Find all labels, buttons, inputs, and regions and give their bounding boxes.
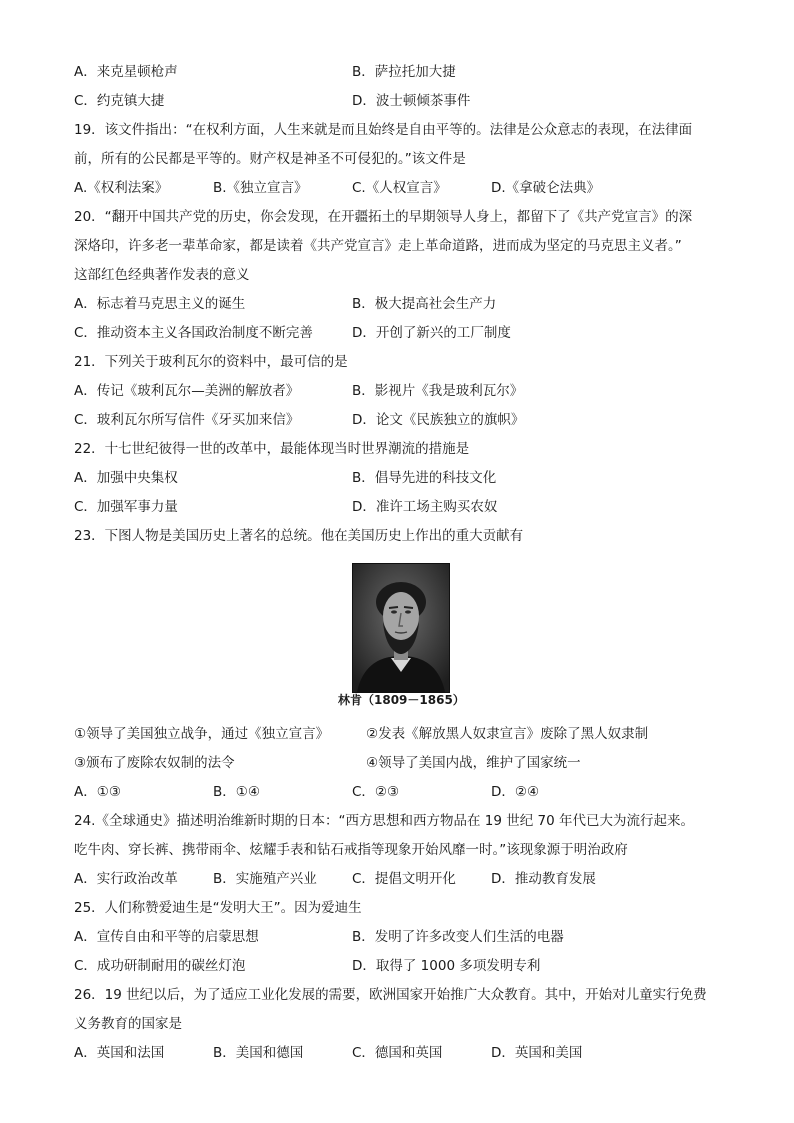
q20-stem-line1: 20．“翻开中国共产党的历史，你会发现，在开疆拓土的早期领导人身上，都留下了《共产党宣言》的深 bbox=[74, 209, 693, 225]
q25-option-d: D．取得了 1000 多项发明专利 bbox=[352, 958, 541, 974]
q24-option-c: C．提倡文明开化 bbox=[352, 871, 456, 887]
portrait-illustration bbox=[353, 564, 449, 692]
q26-stem-line1: 26．19 世纪以后，为了适应工业化发展的需要，欧洲国家开始推广大众教育。其中，开始对儿童实行免费 bbox=[74, 987, 707, 1003]
lincoln-portrait bbox=[352, 563, 450, 693]
q22-stem: 22．十七世纪彼得一世的改革中，最能体现当时世界潮流的措施是 bbox=[74, 441, 470, 457]
q26-stem-line2: 义务教育的国家是 bbox=[74, 1016, 182, 1032]
q25-stem: 25．人们称赞爱迪生是“发明大王”。因为爱迪生 bbox=[74, 900, 362, 916]
q19-option-b: B.《独立宣言》 bbox=[213, 180, 308, 196]
q21-option-c: C．玻利瓦尔所写信件《牙买加来信》 bbox=[74, 412, 300, 428]
q23-stem: 23．下图人物是美国历史上著名的总统。他在美国历史上作出的重大贡献有 bbox=[74, 528, 524, 544]
q24-stem-line1: 24.《全球通史》描述明治维新时期的日本：“西方思想和西方物品在 19 世纪 70 年代已大为流行起来。 bbox=[74, 813, 694, 829]
q25-option-b: B．发明了许多改变人们生活的电器 bbox=[352, 929, 564, 945]
q23-option-a: A．①③ bbox=[74, 784, 121, 800]
q18-option-a: A．来克星顿枪声 bbox=[74, 64, 178, 80]
q19-option-d: D.《拿破仑法典》 bbox=[491, 180, 601, 196]
q23-option-b: B．①④ bbox=[213, 784, 260, 800]
q22-option-a: A．加强中央集权 bbox=[74, 470, 178, 486]
q20-option-b: B．极大提高社会生产力 bbox=[352, 296, 497, 312]
q20-stem-line3: 这部红色经典著作发表的意义 bbox=[74, 267, 250, 283]
q25-option-c: C．成功研制耐用的碳丝灯泡 bbox=[74, 958, 246, 974]
q20-option-d: D．开创了新兴的工厂制度 bbox=[352, 325, 511, 341]
q24-option-a: A．实行政治改革 bbox=[74, 871, 178, 887]
q19-option-c: C.《人权宣言》 bbox=[352, 180, 447, 196]
q22-option-b: B．倡导先进的科技文化 bbox=[352, 470, 497, 486]
q21-option-b: B．影视片《我是玻利瓦尔》 bbox=[352, 383, 524, 399]
q21-option-a: A．传记《玻利瓦尔—美洲的解放者》 bbox=[74, 383, 300, 399]
q20-stem-line2: 深烙印，许多老一辈革命家，都是读着《共产党宣言》走上革命道路，进而成为坚定的马克思主义者。” bbox=[74, 238, 682, 254]
q18-option-b: B．萨拉托加大捷 bbox=[352, 64, 456, 80]
q26-option-a: A．英国和法国 bbox=[74, 1045, 165, 1061]
q23-item-3: ③颁布了废除农奴制的法令 bbox=[74, 755, 235, 771]
q18-option-c: C．约克镇大捷 bbox=[74, 93, 165, 109]
q19-stem-line1: 19．该文件指出：“在权利方面，人生来就是而且始终是自由平等的。法律是公众意志的表现，在法律面 bbox=[74, 122, 693, 138]
q23-option-c: C．②③ bbox=[352, 784, 400, 800]
q26-option-d: D．英国和美国 bbox=[491, 1045, 583, 1061]
q23-item-2: ②发表《解放黑人奴隶宣言》废除了黑人奴隶制 bbox=[366, 726, 649, 742]
q21-stem: 21．下列关于玻利瓦尔的资料中，最可信的是 bbox=[74, 354, 348, 370]
q18-option-d: D．波士顿倾茶事件 bbox=[352, 93, 471, 109]
q26-option-c: C．德国和英国 bbox=[352, 1045, 443, 1061]
q20-option-c: C．推动资本主义各国政治制度不断完善 bbox=[74, 325, 313, 341]
q25-option-a: A．宣传自由和平等的启蒙思想 bbox=[74, 929, 259, 945]
q19-stem-line2: 前，所有的公民都是平等的。财产权是神圣不可侵犯的。”该文件是 bbox=[74, 151, 466, 167]
q24-stem-line2: 吃牛肉、穿长裤、携带雨伞、炫耀手表和钻石戒指等现象开始风靡一时。”该现象源于明治政府 bbox=[74, 842, 628, 858]
q20-option-a: A．标志着马克思主义的诞生 bbox=[74, 296, 246, 312]
portrait-caption: 林肯（1809－1865） bbox=[338, 693, 465, 707]
q26-option-b: B．美国和德国 bbox=[213, 1045, 304, 1061]
q24-option-d: D．推动教育发展 bbox=[491, 871, 596, 887]
q21-option-d: D．论文《民族独立的旗帜》 bbox=[352, 412, 525, 428]
q23-option-d: D．②④ bbox=[491, 784, 540, 800]
q24-option-b: B．实施殖产兴业 bbox=[213, 871, 317, 887]
q23-item-4: ④领导了美国内战，维护了国家统一 bbox=[366, 755, 581, 771]
q22-option-d: D．准许工场主购买农奴 bbox=[352, 499, 498, 515]
q23-item-1: ①领导了美国独立战争，通过《独立宣言》 bbox=[74, 726, 330, 742]
q22-option-c: C．加强军事力量 bbox=[74, 499, 178, 515]
q19-option-a: A.《权利法案》 bbox=[74, 180, 169, 196]
